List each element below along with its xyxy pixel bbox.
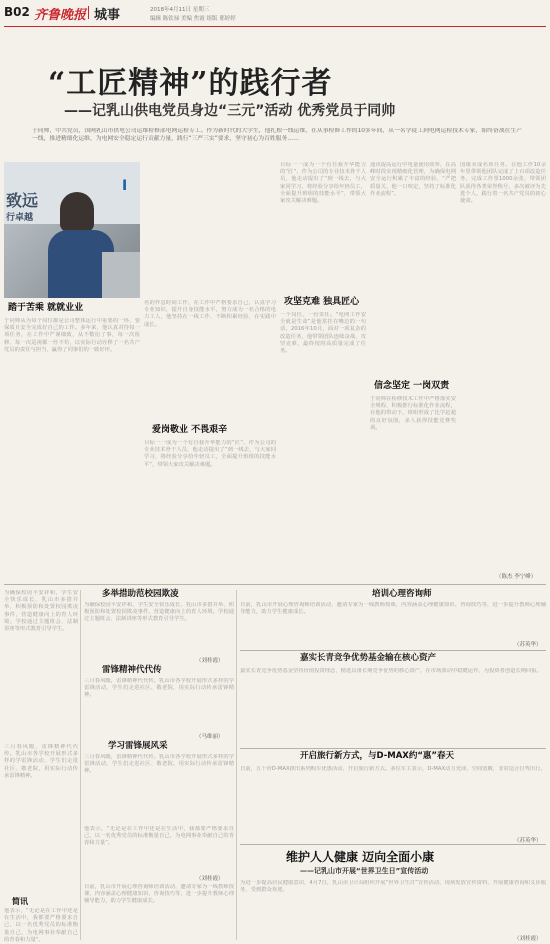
lower-left-text-2: 三月春风暖，雷锋精神代代传。乳山市各学校开展形式多样的学雷锋活动，学生们走进社区、敬老院，用实际行动传承雷锋精神。 [4, 744, 78, 779]
lead-paragraph: 于同帅，中共党员，国网乳山市供电公司运维检修部电网运检专工。作为新时代的大学生，他扎根一线运维，在从事检修工作的10多年间，从一名学徒工到电网运检技术专家，始终奋战在生产一线，推进精细化运维，为电网安全稳定运行贡献力量，践行“三严三实”要求，坚守初心为百姓服务…… [32, 128, 522, 142]
section-heading-2: 攻坚克难 独具匠心 [284, 297, 360, 307]
byline-5: （苏英华） [514, 642, 542, 648]
section-heading-5: 多举措助范校园欺凌 [102, 589, 179, 599]
article-divider [4, 584, 546, 585]
byline-1: （陈杰 李宁峰） [496, 574, 537, 580]
headline: “工匠精神”的践行者 [48, 66, 333, 101]
lower-mid-text-2: 三月春风暖，雷锋精神代代传。乳山市各学校开展形式多样的学雷锋活动，学生们走进社区、敬老院，用实际行动传承雷锋精神。 [84, 678, 234, 699]
section-heading-4: 信念坚定 一岗双责 [374, 381, 450, 391]
photo-equipment [102, 252, 140, 298]
section-heading-1: 踏于苦乘 就就业业 [8, 303, 84, 313]
photo-sign-text-2: 行卓越 [6, 213, 34, 223]
byline-6: （苏英华） [514, 838, 542, 844]
dmax-rule [240, 748, 546, 749]
body-column-4b: 于同帅在检修技术工作中严格落实安全规程，积极推行标准化作业流程，在他的带动下，班组形成了比学赶超的良好氛围，多人获得技能竞赛奖项。 [370, 396, 456, 431]
section-name: 城事 [94, 8, 121, 23]
divider [88, 6, 89, 19]
section-heading-11: 开启旅行新方式，与D-MAX约“惠”春天 [300, 751, 455, 761]
training-text: 日前，乳山市开展心理咨询师培训活动，邀请专家为一线教师授课，内容涵盖心理健康知识、咨询技巧等，进一步提升教师心理辅导能力，助力学生健康成长。 [240, 602, 546, 616]
lower-mid-text-1: 为确保校园平安祥和，学生安全快乐成长，乳山市多措并举，积极预防和处置校园欺凌事件，营造健康向上的育人环境。学校通过主题班会、法制讲座等形式教育引导学生。 [84, 602, 234, 623]
lower-mid-text-4: 他表示，“无论是在工作中还是在生活中，我都要严格要求自己，以一名优秀党员的标准衡量自己，为电网事业奉献自己的青春和力量”。 [84, 826, 234, 847]
section-heading-9: 学习雷锋展风采 [108, 741, 168, 751]
body-column-5: 国康未成名项任务。在他工作10余年里带领他团队完成了上百项改造任务，完成工作票1000余张，带领团队获得各类荣誉称号，多次被评为先进个人，践行着一名共产党员的初心使命。 [460, 162, 546, 205]
body-column-3b: 一个岗位，一份责任。“电网工作安全就是生命”是他常挂在嘴边的一句话。2016年10月，面对一项复杂的改造任务，他带领团队连续奋战，攻坚克难，最终按时高质量完成了任务。 [280, 312, 366, 355]
health-rule [240, 844, 546, 845]
byline-3: （马维丽） [196, 734, 224, 740]
body-column-2b: 目标一一成为一个有自我升华能力的“匠”，作为公司的专业技术骨干人员，他走动提出了“到一线去，与大家同学习，将经验分享给年轻员工，全面提升班组的技能水平”，带领大家攻关解决难题。 [144, 440, 276, 468]
body-column-4: 通讯提高运行中电量使用效率，在高峰时段实现精细化管理，为确保电网安全运行积累了丰富的经验，“严把质量关，他一口咬定，坚持了标准化作业流程”。 [370, 162, 456, 197]
fund-rule [240, 650, 546, 651]
photo-mark: I [122, 178, 128, 194]
lower-mid-text-5: 日前，乳山市开展心理咨询师培训活动，邀请专家为一线教师授课，内容涵盖心理健康知识、咨询技巧等，进一步提升教师心理辅导能力，助力学生健康成长。 [84, 884, 234, 905]
column-rule [80, 590, 81, 940]
section-heading-3: 爱岗敬业 不畏艰辛 [152, 425, 228, 435]
byline-2: （刘桂霞） [196, 658, 224, 664]
lower-mid-text-3: 三月春风暖，雷锋精神代代传。乳山市各学校开展形式多样的学雷锋活动，学生们走进社区、敬老院，用实际行动传承雷锋精神。 [84, 754, 234, 775]
column-rule-2 [236, 590, 237, 940]
brief-news: 他表示，“无论是在工作中还是在生活中，我都要严格要求自己，以一名优秀党员的标准衡量自己，为电网事业奉献自己的青春和力量”。 [4, 908, 78, 942]
photo-sign-text: 致远 [6, 191, 39, 210]
section-heading-6: 培训心理咨询师 [372, 589, 432, 599]
section-heading-7: 嘉实长青竞争优势基金输在核心资产 [300, 653, 437, 663]
byline-4: （刘桂霞） [196, 876, 224, 882]
section-heading-13: ——记乳山市开展“世界卫生日”宣传活动 [300, 867, 429, 875]
byline-7: （刘桂霞） [514, 936, 542, 942]
health-text: 为进一步提高居民健康意识，4月7日，乳山市卫计局组织开展“世界卫生日”宣传活动，现场发放宣传资料，开展健康咨询和义诊服务，受到群众欢迎。 [240, 880, 546, 894]
body-column-3: 目标一一成为一个有自我升华能力的“匠”，作为公司的专业技术骨干人员，他走动提出了“到一线去，与大家同学习，将经验分享给年轻员工，全面提升班组的技能水平”，带领大家攻关解决难题。 [280, 162, 366, 205]
dmax-text: 日前，五十铃D-MAX推出系列购车优惠活动，开启旅行新方式。多位车主表示，D-MAX动力充沛，空间宽敞，非常适合自驾出行。 [240, 766, 546, 772]
photo-person [60, 192, 94, 232]
section-heading-10: 简讯 [12, 897, 28, 906]
editor-credits: 编辑 陈钦禄 美编 焦霞 组版 邢婷婷 [150, 16, 236, 22]
paper-logo: 齐鲁晚报 [34, 8, 87, 23]
page-header [4, 2, 546, 26]
body-column-2: 名的作息时间工作，在工作中严格要求自己，认真学习专业知识，提升自身技能水平，努力成为一名合格的电力工人，他坚持在一线工作，不断积累经验，在实践中成长。 [144, 300, 276, 328]
page-number: B02 [4, 5, 30, 19]
news-photo [4, 162, 140, 298]
section-heading-8: 雷锋精神代代传 [102, 665, 162, 675]
header-rule [4, 26, 546, 27]
subheadline: ——记乳山供电党员身边“三元”活动 优秀党员于同帅 [64, 103, 396, 119]
body-column-1: 于同帅从为每个岗位都是公司整体运行中重要的一环，要保质且安全完成好自己的工作。多年来，他认真对待每一项任务，在工作中严谨细致，从不敷衍了事，每一次检修、每一次巡视都一丝不苟，以实际行动诠释了一名共产党员的责任与担当，赢得了同事们的一致好评。 [4, 318, 140, 353]
issue-date: 2018年4月11日 星期三 [150, 7, 210, 13]
section-heading-12: 维护人人健康 迈向全面小康 [286, 850, 435, 864]
lower-left-text: 为确保校园平安祥和，学生安全快乐成长，乳山市多措并举，积极预防和处置校园欺凌事件，营造健康向上的育人环境。学校通过主题班会、法制讲座等形式教育引导学生。 [4, 590, 78, 633]
fund-text: 嘉实长青竞争优势基金坚持价值投资理念，精选具备长期竞争优势的核心资产，在市场波动中稳健运作，为投资者创造长期回报。 [240, 668, 542, 674]
